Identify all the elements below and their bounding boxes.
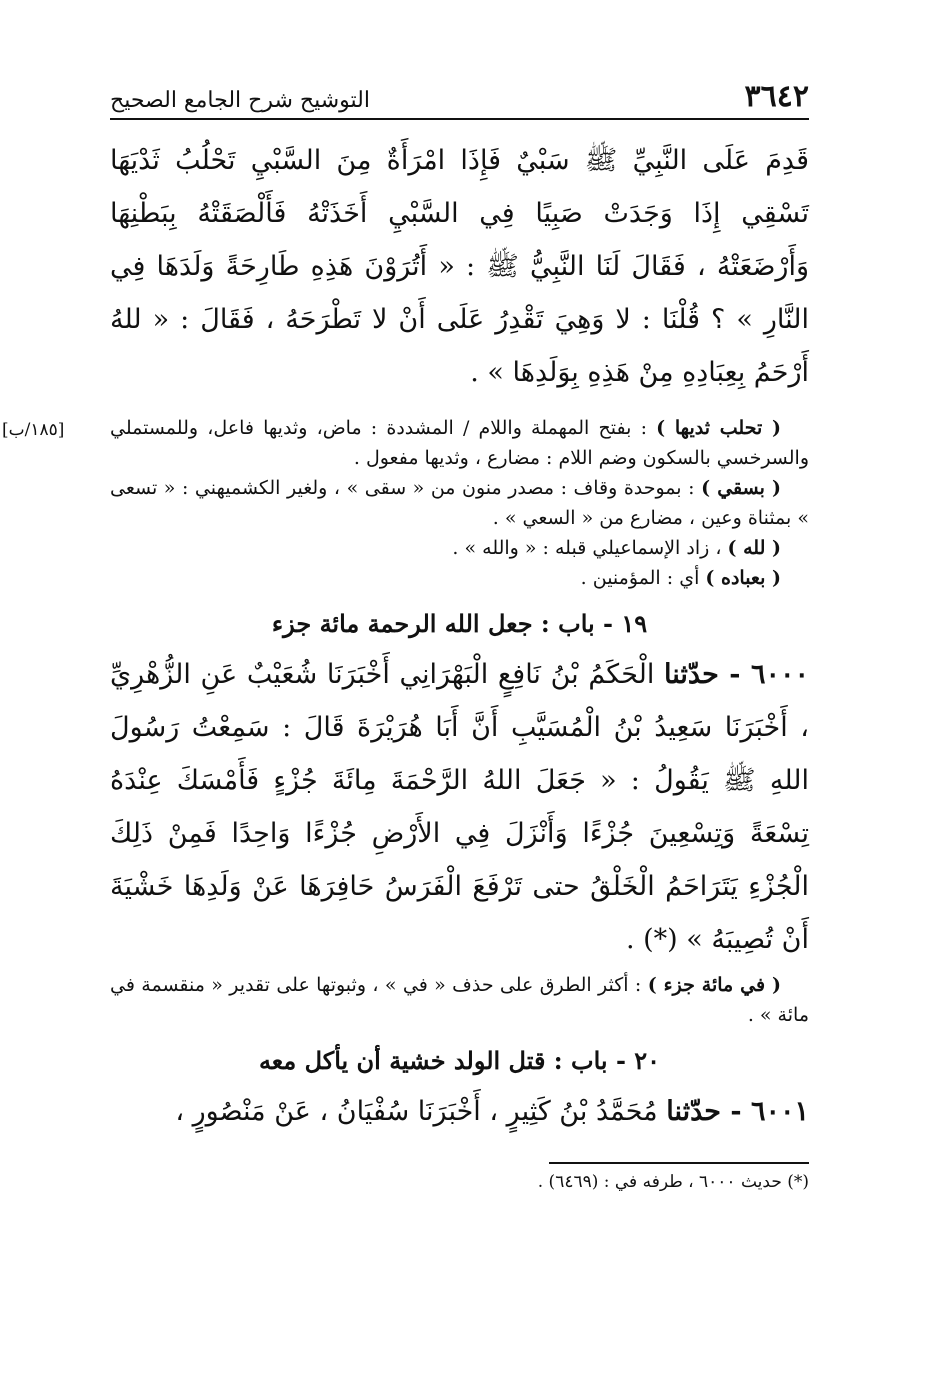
- commentary-term: ( تحلب ثديها ): [656, 417, 781, 439]
- commentary-term: ( في مائة جزء ): [647, 974, 782, 996]
- hadith-body: الْحَكَمُ بْنُ نَافِعٍ الْبَهْرَانِي أَخْبَرَنَا شُعَيْبٌ عَنِ الزُّهْرِيِّ ، أَخْبَرَنَا سَعِيدُ بْنُ الْمُسَيَّبِ أَنَّ أَبَا هُرَيْرَةَ قَالَ : سَمِعْتُ رَسُولَ اللهِ ﷺ يَقُولُ : « جَعَلَ اللهُ الرَّحْمَةَ مِائَةَ جُزْءٍ فَأَمْسَكَ عِنْدَهُ تِسْعَةً وَتِسْعِينَ جُزْءًا وَأَنْزَلَ فِي الأَرْضِ جُزْءًا وَاحِدًا فَمِنْ ذَلِكَ الْجُزْءِ يَتَرَاحَمُ الْخَلْقُ حتى تَرْفَعَ الْفَرَسُ حَافِرَهَا عَنْ وَلَدِهَا خَشْيَةَ أَنْ تُصِيبَهُ » (*) .: [110, 659, 809, 955]
- margin-note: [١٨٥/ب]: [2, 420, 65, 440]
- footnote-divider: [549, 1162, 809, 1164]
- commentary-term: ( لله ): [727, 537, 781, 559]
- hadith-text: [110, 648, 809, 966]
- commentary-term: ( بعباده ): [705, 567, 781, 589]
- chapter-heading: ١٩ - باب : جعل الله الرحمة مائة جزء: [271, 609, 648, 638]
- page-number: ٣٦٤٢: [744, 79, 809, 114]
- commentary-item: [110, 970, 809, 1030]
- commentary-item: [2, 413, 809, 473]
- commentary-item: [110, 473, 809, 533]
- hadith-text: قَدِمَ عَلَى النَّبِيِّ ﷺ سَبْيٌ فَإِذَا امْرَأَةٌ مِنَ السَّبْيِ تَحْلُبُ ثَدْيَهَا تَسْقِي إِذَا وَجَدَتْ صَبِيًا فِي السَّبْيِ أَخَذَتْهُ فَأَلْصَقَتْهُ بِبَطْنِهَا وَأَرْضَعَتْهُ ، فَقَالَ لَنَا النَّبِيُّ ﷺ : « أَتُرَوْنَ هَذِهِ طَارِحَةً وَلَدَهَا فِي النَّارِ » ؟ قُلْنَا : لا وَهِيَ تَقْدِرُ عَلَى أَنْ لا تَطْرَحَهُ ، فَقَالَ : « للهُ أَرْحَمُ بِعِبَادِهِ مِنْ هَذِهِ بِوَلَدِهَا » .: [110, 145, 809, 388]
- hadith-body: مُحَمَّدُ بْنُ كَثِيرٍ ، أَخْبَرَنَا سُفْيَانُ ، عَنْ مَنْصُورٍ ،: [175, 1096, 667, 1127]
- commentary-text: ، زاد الإسماعيلي قبله : « والله » .: [452, 537, 728, 559]
- commentary-text: : أكثر الطرق على حذف « في » ، وثبوتها على تقدير « منقسمة في مائة » .: [110, 974, 809, 1026]
- hadith-lead: ٦٠٠٠ - حدّثنا: [664, 659, 809, 690]
- commentary-item: [110, 563, 809, 593]
- chapter-heading: ٢٠ - باب : قتل الولد خشية أن يأكل معه: [258, 1046, 661, 1075]
- commentary-text: : بفتح المهملة واللام / المشددة : ماض، وثديها فاعل، وللمستملي والسرخسي بالسكون وضم اللام : مضارع ، وثديها مفعول .: [110, 417, 809, 469]
- commentary-term: ( بسقي ): [701, 477, 781, 499]
- page-header: [110, 60, 809, 120]
- hadith-lead: ٦٠٠١ - حدّثنا: [666, 1096, 809, 1127]
- commentary-text: : بموحدة وقاف : مصدر منون من « سقى » ، ولغير الكشميهني : « تسعى » بمثناة وعين ، مضارع من « السعي » .: [110, 477, 809, 529]
- commentary-item: [110, 533, 809, 563]
- hadith-text: [110, 1085, 809, 1138]
- running-title: التوشيح شرح الجامع الصحيح: [110, 88, 370, 113]
- footnote: (*) حديث ٦٠٠٠ ، طرفه في : (٦٤٦٩) .: [537, 1172, 809, 1192]
- page: [2, 60, 809, 1338]
- commentary-text: أي : المؤمنين .: [580, 567, 706, 589]
